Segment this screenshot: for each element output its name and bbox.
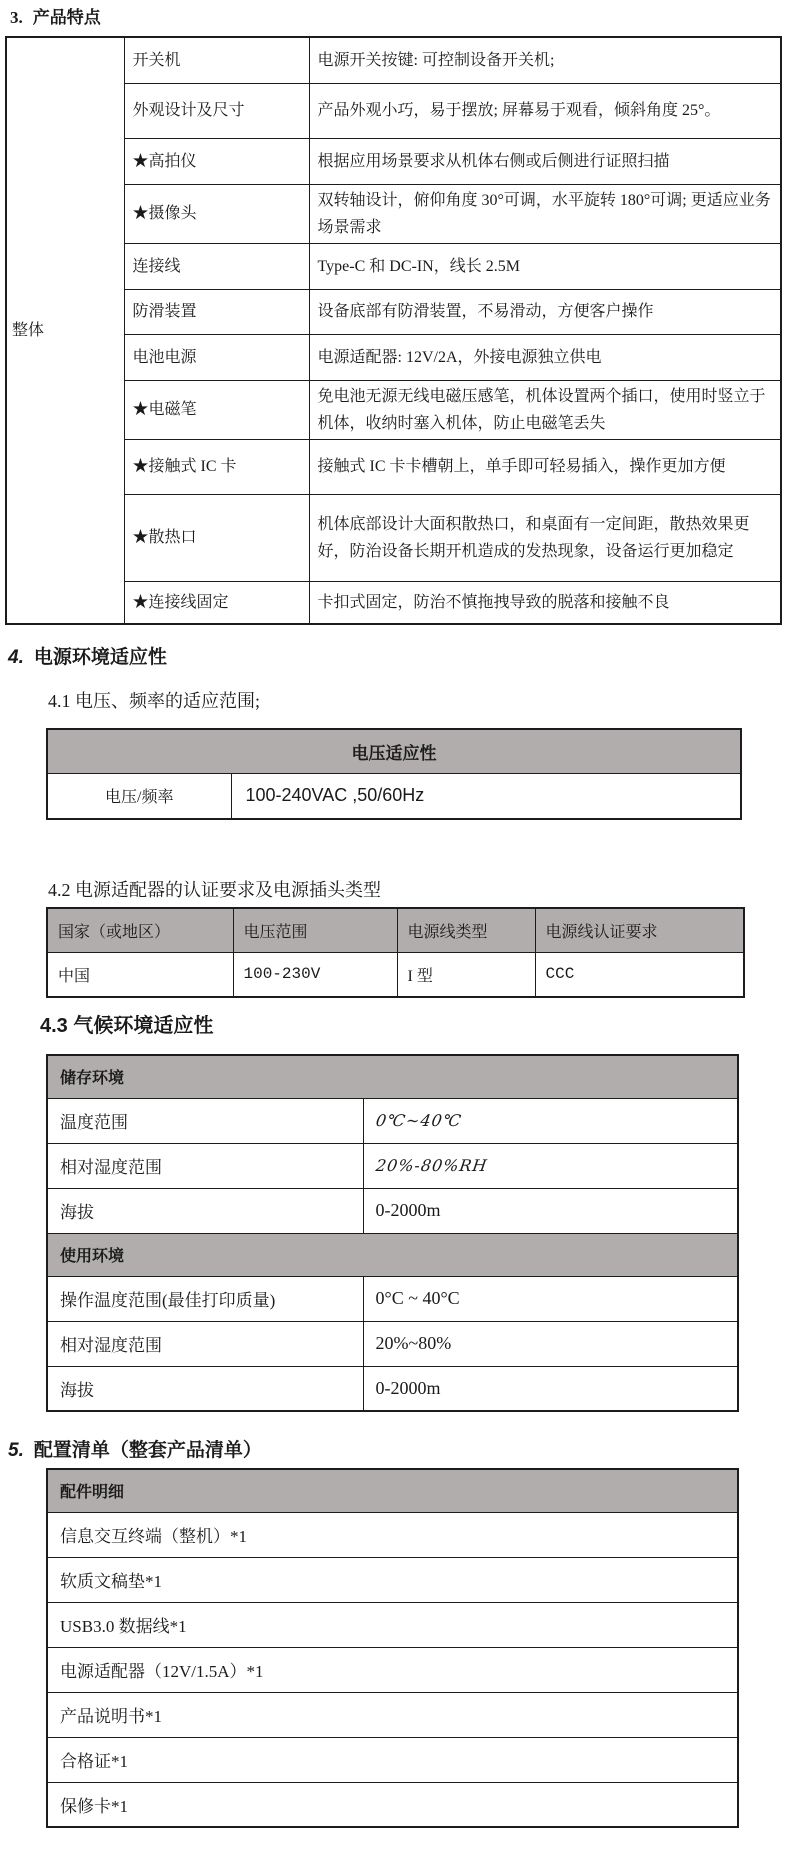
table-row <box>47 1557 738 1602</box>
table-row <box>47 1782 738 1827</box>
checklist-item: 保修卡*1 <box>47 1782 738 1827</box>
table-section-row <box>47 1469 738 1512</box>
section-5-title <box>8 1438 790 1464</box>
checklist-item: 产品说明书*1 <box>47 1692 738 1737</box>
climate-value-handwritten <box>363 1143 738 1188</box>
feature-desc: 电源适配器: 12V/2A，外接电源独立供电 <box>309 334 781 380</box>
table-row <box>47 1692 738 1737</box>
feature-desc: 免电池无源无线电磁压感笔，机体设置两个插口，使用时竖立于机体，收纳时塞入机体，防止电磁笔丢失 <box>309 380 781 439</box>
table-row <box>47 1321 738 1366</box>
feature-label: ★高拍仪 <box>124 138 309 184</box>
section-3-text: 产品特点 <box>32 8 101 27</box>
adapter-cord-type: I 型 <box>397 952 535 997</box>
feature-label: 连接线 <box>124 243 309 289</box>
voltage-row-label: 电压/频率 <box>47 773 231 819</box>
feature-table <box>5 36 782 625</box>
feature-desc: 产品外观小巧，易于摆放; 屏幕易于观看，倾斜角度 25°。 <box>309 83 781 138</box>
table-row <box>47 729 741 773</box>
storage-section-header: 储存环境 <box>47 1055 738 1098</box>
voltage-table-header: 电压适应性 <box>47 729 741 773</box>
table-section-row <box>47 1055 738 1098</box>
feature-desc: 设备底部有防滑装置，不易滑动，方便客户操作 <box>309 289 781 334</box>
table-row <box>47 1512 738 1557</box>
column-header: 国家（或地区） <box>47 908 233 952</box>
section-4-number: 4. <box>8 647 24 668</box>
section-3-title <box>10 6 790 30</box>
feature-label: 电池电源 <box>124 334 309 380</box>
section-5-text: 配置清单（整套产品清单） <box>33 1440 262 1461</box>
table-row <box>6 37 781 83</box>
climate-value: 0°C ~ 40°C <box>363 1276 738 1321</box>
column-header: 电源线类型 <box>397 908 535 952</box>
adapter-table <box>46 907 745 998</box>
table-row <box>47 773 741 819</box>
table-row <box>47 1098 738 1143</box>
feature-desc: 双转轴设计，俯仰角度 30°可调，水平旋转 180°可调; 更适应业务场景需求 <box>309 184 781 243</box>
feature-desc: 电源开关按键: 可控制设备开关机; <box>309 37 781 83</box>
column-header: 电源线认证要求 <box>535 908 744 952</box>
handwritten-text: 0℃~40℃ <box>374 1111 463 1130</box>
table-row <box>47 1602 738 1647</box>
climate-value: 0-2000m <box>363 1366 738 1411</box>
climate-value-handwritten <box>363 1098 738 1143</box>
table-row <box>47 952 744 997</box>
checklist-header: 配件明细 <box>47 1469 738 1512</box>
climate-label: 海拔 <box>47 1366 363 1411</box>
section-3-number: 3. <box>10 8 23 27</box>
feature-label: ★连接线固定 <box>124 581 309 624</box>
section-5-number: 5. <box>8 1440 24 1461</box>
checklist-table <box>46 1468 739 1828</box>
climate-table <box>46 1054 739 1412</box>
feature-label: ★摄像头 <box>124 184 309 243</box>
climate-label: 相对湿度范围 <box>47 1321 363 1366</box>
feature-desc: 根据应用场景要求从机体右侧或后侧进行证照扫描 <box>309 138 781 184</box>
feature-label: 防滑装置 <box>124 289 309 334</box>
feature-label: ★接触式 IC 卡 <box>124 439 309 494</box>
feature-label: 开关机 <box>124 37 309 83</box>
voltage-table <box>46 728 742 820</box>
feature-label: ★电磁笔 <box>124 380 309 439</box>
checklist-item: 电源适配器（12V/1.5A）*1 <box>47 1647 738 1692</box>
feature-desc: Type-C 和 DC-IN，线长 2.5M <box>309 243 781 289</box>
adapter-certification: CCC <box>535 952 744 997</box>
section-4-text: 电源环境适应性 <box>33 647 167 668</box>
section-42-title: 4.2 电源适配器的认证要求及电源插头类型 <box>48 880 381 900</box>
section-43-title: 4.3 气候环境适应性 <box>40 1015 214 1037</box>
table-row <box>47 1188 738 1233</box>
table-row <box>47 1366 738 1411</box>
feature-label: ★散热口 <box>124 494 309 581</box>
column-header: 电压范围 <box>233 908 397 952</box>
adapter-voltage-range: 100-230V <box>233 952 397 997</box>
climate-label: 温度范围 <box>47 1098 363 1143</box>
table-row <box>47 1737 738 1782</box>
adapter-country: 中国 <box>47 952 233 997</box>
climate-label: 海拔 <box>47 1188 363 1233</box>
feature-group-label: 整体 <box>6 37 124 624</box>
voltage-row-value: 100-240VAC ,50/60Hz <box>231 773 741 819</box>
feature-desc: 卡扣式固定，防治不慎拖拽导致的脱落和接触不良 <box>309 581 781 624</box>
checklist-item: USB3.0 数据线*1 <box>47 1602 738 1647</box>
feature-desc: 机体底部设计大面积散热口，和桌面有一定间距，散热效果更好，防治设备长期开机造成的发热现象，设备运行更加稳定 <box>309 494 781 581</box>
feature-label: 外观设计及尺寸 <box>124 83 309 138</box>
section-41-title: 4.1 电压、频率的适应范围; <box>48 691 260 711</box>
checklist-item: 信息交互终端（整机）*1 <box>47 1512 738 1557</box>
table-row <box>47 1143 738 1188</box>
usage-section-header: 使用环境 <box>47 1233 738 1276</box>
table-row <box>47 1276 738 1321</box>
feature-desc: 接触式 IC 卡卡槽朝上，单手即可轻易插入，操作更加方便 <box>309 439 781 494</box>
table-header-row <box>47 908 744 952</box>
checklist-item: 软质文稿垫*1 <box>47 1557 738 1602</box>
climate-label: 操作温度范围(最佳打印质量) <box>47 1276 363 1321</box>
table-section-row <box>47 1233 738 1276</box>
climate-label: 相对湿度范围 <box>47 1143 363 1188</box>
climate-value: 20%~80% <box>363 1321 738 1366</box>
climate-value: 0-2000m <box>363 1188 738 1233</box>
section-4-title <box>8 645 790 671</box>
table-row <box>47 1647 738 1692</box>
checklist-item: 合格证*1 <box>47 1737 738 1782</box>
handwritten-text: 20%-80%RH <box>374 1156 489 1175</box>
